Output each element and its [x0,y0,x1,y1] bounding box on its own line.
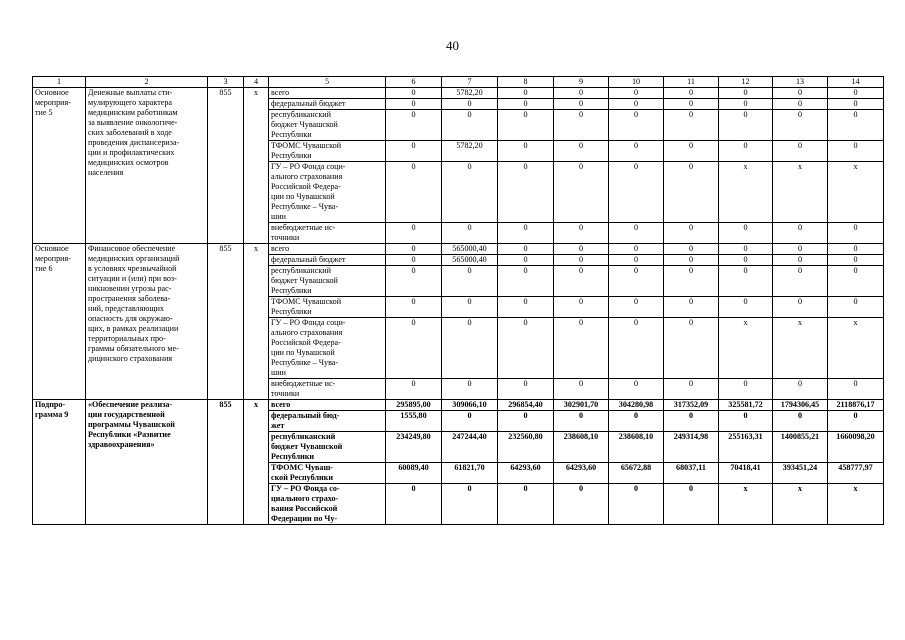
value-cell: 0 [773,297,828,318]
value-cell: 0 [386,88,442,99]
value-cell: 0 [719,99,773,110]
value-cell: 0 [609,162,664,223]
value-cell: 0 [386,141,442,162]
column-header: 8 [498,77,554,88]
value-cell: 0 [719,411,773,432]
value-cell: 0 [554,162,609,223]
item-code-cell: Подпро- грамма 9 [33,400,86,525]
value-cell: 393451,24 [773,463,828,484]
funding-source-cell: ГУ – РО Фонда со- циального страхо- вания Российской Федерации по Чу- [269,484,386,525]
value-cell: 0 [828,411,884,432]
value-cell: 0 [773,244,828,255]
value-cell: 0 [719,379,773,400]
value-cell: 0 [386,223,442,244]
budget-table [32,76,884,525]
funding-source-cell: ТФОМС Чувашской Республики [269,141,386,162]
value-cell: 295895,00 [386,400,442,411]
value-cell: 0 [609,411,664,432]
item-code-cell: Основное мероприя- тие 6 [33,244,86,400]
value-cell: 0 [828,141,884,162]
funding-source-cell: республиканский бюджет Чувашской Республики [269,266,386,297]
column-header: 9 [554,77,609,88]
value-cell: 0 [609,255,664,266]
funding-source-cell: ТФОМС Чуваш- ской Республики [269,463,386,484]
value-cell: 0 [554,297,609,318]
value-cell: 64293,60 [498,463,554,484]
value-cell: 255163,31 [719,432,773,463]
value-cell: 0 [442,318,498,379]
value-cell: 0 [828,297,884,318]
value-cell: 0 [498,99,554,110]
funding-source-cell: всего [269,88,386,99]
column-header: 14 [828,77,884,88]
value-cell: 234249,80 [386,432,442,463]
value-cell: 565000,40 [442,255,498,266]
value-cell: 0 [773,379,828,400]
value-cell: 0 [609,88,664,99]
value-cell: 0 [664,379,719,400]
column-header: 3 [208,77,244,88]
value-cell: x [828,484,884,525]
value-cell: 0 [554,141,609,162]
code-cell: x [244,400,269,525]
value-cell: 296854,40 [498,400,554,411]
code-cell: x [244,88,269,244]
value-cell: 0 [719,110,773,141]
value-cell: 0 [773,88,828,99]
value-cell: 0 [773,266,828,297]
value-cell: 325581,72 [719,400,773,411]
value-cell: 0 [498,255,554,266]
value-cell: 65672,88 [609,463,664,484]
value-cell: 0 [664,88,719,99]
value-cell: 458777,97 [828,463,884,484]
column-header: 1 [33,77,86,88]
column-header: 6 [386,77,442,88]
value-cell: 0 [386,484,442,525]
value-cell: 1555,80 [386,411,442,432]
value-cell: 0 [664,223,719,244]
value-cell: 0 [664,297,719,318]
value-cell: 0 [719,244,773,255]
value-cell: 0 [609,379,664,400]
value-cell: 0 [609,244,664,255]
value-cell: 0 [386,379,442,400]
funding-source-cell: федеральный бюджет [269,255,386,266]
funding-source-cell: ГУ – РО Фонда соци- ального страхования Российской Федера- ции по Чувашской Республике – Чува- шии [269,162,386,223]
value-cell: 0 [442,223,498,244]
column-header: 11 [664,77,719,88]
funding-source-cell: федеральный бюд- жет [269,411,386,432]
value-cell: 0 [554,255,609,266]
gr-code-cell: 855 [208,88,244,244]
column-header: 7 [442,77,498,88]
funding-source-cell: республиканский бюджет Чувашской Республики [269,432,386,463]
gr-code-cell: 855 [208,400,244,525]
value-cell: 5782,20 [442,88,498,99]
value-cell: 0 [554,411,609,432]
value-cell: x [828,318,884,379]
funding-source-cell: ГУ – РО Фонда соци- ального страхования Российской Федера- ции по Чувашской Республике – Чува- шии [269,318,386,379]
page-number: 40 [446,38,459,53]
column-header: 4 [244,77,269,88]
value-cell: 0 [773,99,828,110]
value-cell: x [719,162,773,223]
value-cell: 1660098,20 [828,432,884,463]
item-code-cell: Основное мероприя- тие 5 [33,88,86,244]
value-cell: 0 [828,110,884,141]
value-cell: 0 [498,484,554,525]
funding-source-cell: федеральный бюджет [269,99,386,110]
value-cell: 60089,40 [386,463,442,484]
value-cell: 0 [664,141,719,162]
value-cell: 0 [828,266,884,297]
value-cell: 0 [828,244,884,255]
value-cell: 0 [498,411,554,432]
item-name-cell: «Обеспечение реализа- ции государственной программы Чувашской Республики «Развитие здравоохранения» [86,400,208,525]
value-cell: 0 [386,297,442,318]
value-cell: 0 [498,244,554,255]
table-row [33,88,884,99]
value-cell: 0 [828,99,884,110]
value-cell: 0 [554,266,609,297]
value-cell: 0 [498,162,554,223]
column-header: 5 [269,77,386,88]
value-cell: 0 [828,255,884,266]
value-cell: 0 [554,223,609,244]
value-cell: 0 [773,110,828,141]
value-cell: 565000,40 [442,244,498,255]
value-cell: 0 [828,88,884,99]
value-cell: 0 [498,141,554,162]
value-cell: 0 [609,223,664,244]
funding-source-cell: республиканский бюджет Чувашской Республики [269,110,386,141]
value-cell: 0 [719,223,773,244]
value-cell: 0 [719,255,773,266]
value-cell: 0 [828,223,884,244]
value-cell: 0 [498,379,554,400]
value-cell: 0 [664,255,719,266]
value-cell: x [719,318,773,379]
value-cell: 0 [828,379,884,400]
value-cell: 0 [609,318,664,379]
value-cell: 304280,98 [609,400,664,411]
value-cell: 0 [386,110,442,141]
value-cell: 0 [773,223,828,244]
value-cell: 238608,10 [554,432,609,463]
value-cell: 5782,20 [442,141,498,162]
value-cell: 232560,80 [498,432,554,463]
value-cell: 0 [609,484,664,525]
value-cell: 0 [386,99,442,110]
value-cell: 0 [773,255,828,266]
value-cell: x [773,484,828,525]
value-cell: 61821,70 [442,463,498,484]
code-cell: x [244,244,269,400]
value-cell: x [828,162,884,223]
funding-source-cell: внебюджетные ис- точники [269,223,386,244]
value-cell: 0 [664,318,719,379]
value-cell: 0 [498,318,554,379]
column-header: 12 [719,77,773,88]
value-cell: 0 [498,266,554,297]
value-cell: 0 [442,411,498,432]
value-cell: 68037,11 [664,463,719,484]
value-cell: 0 [609,110,664,141]
value-cell: 0 [554,88,609,99]
table-row [33,400,884,411]
value-cell: 0 [554,318,609,379]
value-cell: 0 [386,318,442,379]
value-cell: 0 [442,484,498,525]
value-cell: 247244,40 [442,432,498,463]
value-cell: 0 [609,99,664,110]
value-cell: 0 [719,88,773,99]
value-cell: 0 [609,297,664,318]
value-cell: 0 [386,162,442,223]
value-cell: 0 [719,297,773,318]
value-cell: 317352,09 [664,400,719,411]
value-cell: x [719,484,773,525]
value-cell: 249314,98 [664,432,719,463]
value-cell: 0 [773,141,828,162]
value-cell: 0 [664,266,719,297]
funding-source-cell: всего [269,400,386,411]
gr-code-cell: 855 [208,244,244,400]
value-cell: 0 [554,379,609,400]
value-cell: 1794306,45 [773,400,828,411]
item-name-cell: Денежные выплаты сти- мулирующего характера медицинским работникам за выявление онкологиче- ских заболеваний в ходе проведения диспансериза- ции и профилактических медицинских осмотров населения [86,88,208,244]
value-cell: 0 [554,110,609,141]
value-cell: x [773,162,828,223]
table-row [33,244,884,255]
value-cell: 2118876,17 [828,400,884,411]
value-cell: 302901,70 [554,400,609,411]
value-cell: 0 [442,110,498,141]
funding-source-cell: внебюджетные ис- точники [269,379,386,400]
value-cell: 0 [498,297,554,318]
value-cell: 0 [386,244,442,255]
value-cell: 1400855,21 [773,432,828,463]
value-cell: 0 [609,266,664,297]
value-cell: 0 [664,99,719,110]
value-cell: 0 [498,110,554,141]
header-row [33,77,884,88]
item-name-cell: Финансовое обеспечение медицинских организаций в условиях чрезвычайной ситуации и (или) при воз- никновении угрозы рас- пространения заболева- ний, представляющих опасность для окружаю- щих, в рамках реализации территориальных про- граммы обязательного ме- дицинского страхования [86,244,208,400]
column-header: 13 [773,77,828,88]
table-body [33,88,884,525]
value-cell: 0 [442,266,498,297]
value-cell: 0 [664,411,719,432]
value-cell: 0 [386,255,442,266]
funding-source-cell: всего [269,244,386,255]
value-cell: 0 [719,266,773,297]
funding-source-cell: ТФОМС Чувашской Республики [269,297,386,318]
column-header: 2 [86,77,208,88]
column-header: 10 [609,77,664,88]
value-cell: 0 [719,141,773,162]
value-cell: 0 [442,99,498,110]
value-cell: 0 [664,244,719,255]
value-cell: 0 [664,162,719,223]
value-cell: 0 [554,99,609,110]
value-cell: 238608,10 [609,432,664,463]
value-cell: 0 [773,411,828,432]
value-cell: 0 [609,141,664,162]
value-cell: 0 [498,223,554,244]
value-cell: 0 [442,297,498,318]
value-cell: 0 [554,244,609,255]
value-cell: 64293,60 [554,463,609,484]
value-cell: 0 [386,266,442,297]
value-cell: 0 [442,162,498,223]
value-cell: 0 [442,379,498,400]
value-cell: 0 [664,110,719,141]
value-cell: 0 [664,484,719,525]
value-cell: x [773,318,828,379]
value-cell: 309066,10 [442,400,498,411]
value-cell: 0 [554,484,609,525]
value-cell: 0 [498,88,554,99]
value-cell: 70418,41 [719,463,773,484]
